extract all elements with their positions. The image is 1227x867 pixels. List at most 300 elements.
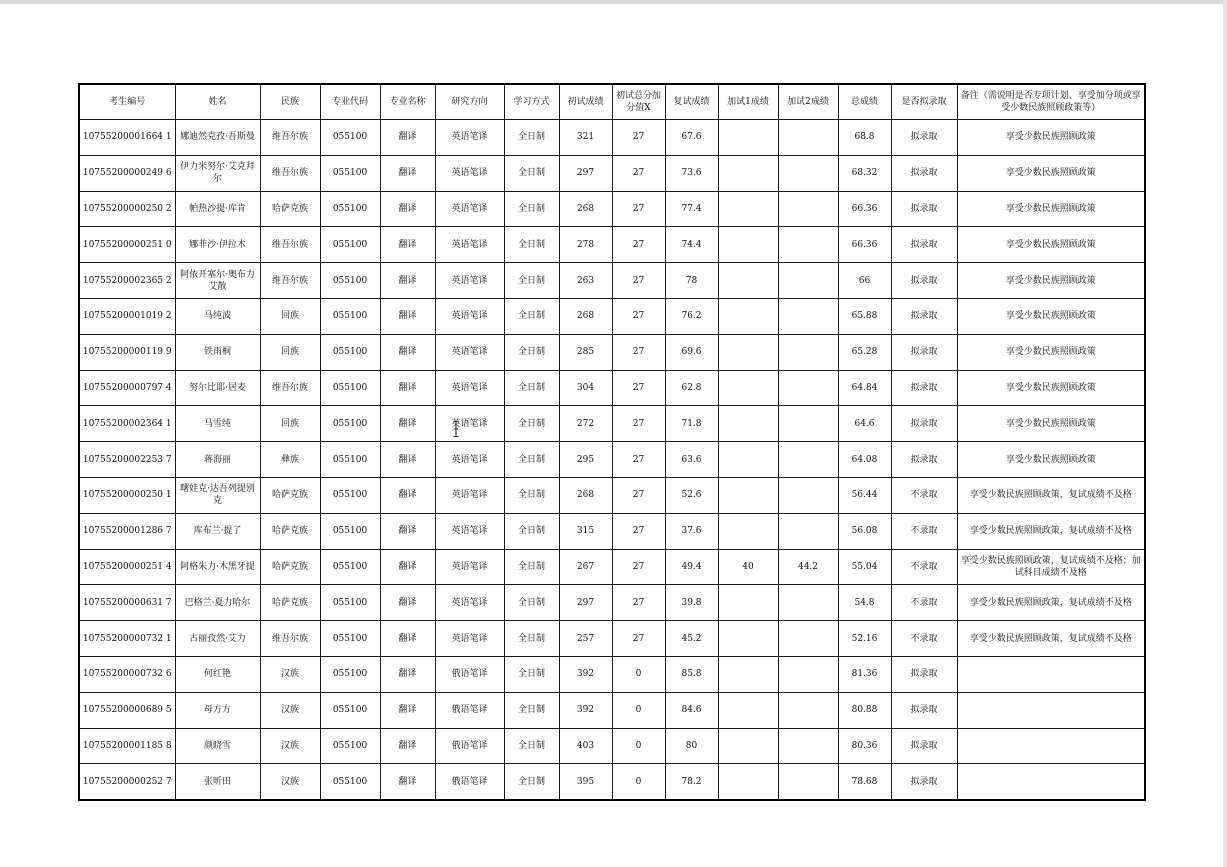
- column-header: 姓名: [175, 84, 260, 120]
- table-cell: 哈萨克族: [260, 549, 320, 585]
- table-cell: 全日制: [504, 370, 559, 406]
- table-cell: 055100: [320, 692, 380, 728]
- table-row: [79, 728, 1145, 764]
- table-cell: 66.36: [838, 227, 891, 263]
- table-cell: [778, 656, 838, 692]
- table-cell: 翻译: [380, 120, 435, 156]
- column-header: 加试2成绩: [778, 84, 838, 120]
- table-cell: 27: [612, 585, 665, 621]
- table-cell: 64.08: [838, 442, 891, 478]
- table-cell: [718, 692, 778, 728]
- table-cell: [718, 656, 778, 692]
- table-cell: 拟录取: [891, 334, 957, 370]
- table-cell: 哈萨克族: [260, 191, 320, 227]
- table-cell: 全日制: [504, 298, 559, 334]
- table-cell: 77.4: [665, 191, 718, 227]
- table-cell: 娜菲沙·伊拉木: [175, 227, 260, 263]
- table-row: [79, 227, 1145, 263]
- table-row: [79, 263, 1145, 299]
- table-cell: 66.36: [838, 191, 891, 227]
- table-cell: 翻译: [380, 549, 435, 585]
- table-cell: 享受少数民族照顾政策，复试成绩不及格: [957, 585, 1145, 621]
- table-cell: 俄语笔译: [435, 764, 504, 800]
- table-cell: 304: [559, 370, 612, 406]
- table-cell: 翻译: [380, 764, 435, 800]
- table-cell: 维吾尔族: [260, 370, 320, 406]
- table-cell: 英语笔译: [435, 621, 504, 657]
- table-cell: 英语笔译: [435, 442, 504, 478]
- table-cell: 全日制: [504, 120, 559, 156]
- table-cell: 英语笔译: [435, 549, 504, 585]
- table-cell: 10755200000252 7: [79, 764, 175, 800]
- table-cell: [718, 370, 778, 406]
- table-cell: [778, 764, 838, 800]
- table-cell: [718, 120, 778, 156]
- table-cell: 10755200000250 1: [79, 477, 175, 513]
- table-cell: 10755200001664 1: [79, 120, 175, 156]
- table-cell: 392: [559, 692, 612, 728]
- column-header: 专业代码: [320, 84, 380, 120]
- table-cell: [718, 513, 778, 549]
- table-cell: 80.36: [838, 728, 891, 764]
- table-cell: 055100: [320, 728, 380, 764]
- table-cell: 翻译: [380, 263, 435, 299]
- table-cell: 257: [559, 621, 612, 657]
- table-cell: 维吾尔族: [260, 263, 320, 299]
- table-row: [79, 764, 1145, 800]
- table-cell: 297: [559, 585, 612, 621]
- table-cell: 全日制: [504, 513, 559, 549]
- table-cell: 拟录取: [891, 227, 957, 263]
- table-cell: 颜晓雪: [175, 728, 260, 764]
- table-cell: 27: [612, 513, 665, 549]
- table-cell: 37.6: [665, 513, 718, 549]
- table-cell: 英语笔译: [435, 370, 504, 406]
- table-cell: 64.6: [838, 406, 891, 442]
- table-cell: 10755200002364 1: [79, 406, 175, 442]
- table-cell: 65.28: [838, 334, 891, 370]
- table-cell: 54.8: [838, 585, 891, 621]
- table-cell: 55.04: [838, 549, 891, 585]
- table-cell: 27: [612, 298, 665, 334]
- table-cell: 享受少数民族照顾政策: [957, 406, 1145, 442]
- table-cell: [778, 120, 838, 156]
- table-cell: [718, 155, 778, 191]
- table-cell: [718, 728, 778, 764]
- table-cell: 10755200002365 2: [79, 263, 175, 299]
- table-cell: 68.8: [838, 120, 891, 156]
- table-cell: 27: [612, 263, 665, 299]
- table-cell: 翻译: [380, 227, 435, 263]
- table-cell: 阿格朱力·木黑牙提: [175, 549, 260, 585]
- table-cell: 278: [559, 227, 612, 263]
- table-cell: 27: [612, 477, 665, 513]
- table-cell: 全日制: [504, 692, 559, 728]
- table-cell: [957, 692, 1145, 728]
- table-cell: 翻译: [380, 406, 435, 442]
- table-cell: 268: [559, 191, 612, 227]
- table-cell: 英语笔译: [435, 406, 504, 442]
- table-cell: 69.6: [665, 334, 718, 370]
- table-cell: 321: [559, 120, 612, 156]
- table-cell: 哈萨克族: [260, 585, 320, 621]
- table-cell: 翻译: [380, 513, 435, 549]
- table-cell: 英语笔译: [435, 477, 504, 513]
- table-cell: [778, 442, 838, 478]
- table-cell: 055100: [320, 549, 380, 585]
- table-cell: 全日制: [504, 728, 559, 764]
- table-cell: 全日制: [504, 406, 559, 442]
- table-cell: 055100: [320, 334, 380, 370]
- table-cell: 10755200000797 4: [79, 370, 175, 406]
- table-cell: 315: [559, 513, 612, 549]
- table-cell: 母方方: [175, 692, 260, 728]
- table-cell: 全日制: [504, 585, 559, 621]
- table-cell: 27: [612, 334, 665, 370]
- table-row: [79, 585, 1145, 621]
- table-cell: 英语笔译: [435, 263, 504, 299]
- table-cell: [718, 585, 778, 621]
- table-cell: 全日制: [504, 155, 559, 191]
- table-cell: [778, 227, 838, 263]
- table-cell: 268: [559, 298, 612, 334]
- table-cell: 马纯波: [175, 298, 260, 334]
- table-cell: [718, 406, 778, 442]
- table-cell: 汉族: [260, 728, 320, 764]
- column-header: 备注（需说明是否专项计划、享受加分项或享受少数民族照顾政策等）: [957, 84, 1145, 120]
- table-cell: 拟录取: [891, 120, 957, 156]
- table-cell: [957, 656, 1145, 692]
- table-cell: 81.36: [838, 656, 891, 692]
- table-cell: 055100: [320, 477, 380, 513]
- column-header: 研究方向: [435, 84, 504, 120]
- table-row: [79, 370, 1145, 406]
- table-cell: 英语笔译: [435, 155, 504, 191]
- table-cell: [718, 621, 778, 657]
- table-row: [79, 692, 1145, 728]
- table-cell: 78.2: [665, 764, 718, 800]
- table-row: [79, 191, 1145, 227]
- table-cell: 76.2: [665, 298, 718, 334]
- table-cell: [718, 764, 778, 800]
- table-cell: 英语笔译: [435, 227, 504, 263]
- table-cell: 维吾尔族: [260, 120, 320, 156]
- table-cell: 回族: [260, 334, 320, 370]
- table-cell: 0: [612, 764, 665, 800]
- table-row: [79, 549, 1145, 585]
- table-cell: 维吾尔族: [260, 227, 320, 263]
- table-cell: 80: [665, 728, 718, 764]
- table-cell: 71.8: [665, 406, 718, 442]
- table-cell: 055100: [320, 764, 380, 800]
- table-cell: 翻译: [380, 656, 435, 692]
- table-cell: 全日制: [504, 227, 559, 263]
- table-cell: 俄语笔译: [435, 656, 504, 692]
- table-row: [79, 477, 1145, 513]
- table-cell: 10755200000251 0: [79, 227, 175, 263]
- table-cell: 49.4: [665, 549, 718, 585]
- table-cell: 不录取: [891, 621, 957, 657]
- table-cell: [778, 513, 838, 549]
- column-header: 考生编号: [79, 84, 175, 120]
- table-cell: 055100: [320, 298, 380, 334]
- table-cell: 拟录取: [891, 728, 957, 764]
- table-cell: 英语笔译: [435, 298, 504, 334]
- table-cell: [778, 155, 838, 191]
- column-header: 学习方式: [504, 84, 559, 120]
- column-header: 是否拟录取: [891, 84, 957, 120]
- table-cell: 享受少数民族照顾政策: [957, 227, 1145, 263]
- table-cell: [778, 298, 838, 334]
- table-cell: 不录取: [891, 477, 957, 513]
- table-cell: 27: [612, 227, 665, 263]
- table-cell: 享受少数民族照顾政策: [957, 370, 1145, 406]
- table-cell: 63.6: [665, 442, 718, 478]
- table-cell: 英语笔译: [435, 120, 504, 156]
- table-cell: 64.84: [838, 370, 891, 406]
- table-cell: 74.4: [665, 227, 718, 263]
- table-row: [79, 656, 1145, 692]
- table-cell: 全日制: [504, 334, 559, 370]
- table-cell: 全日制: [504, 621, 559, 657]
- table-cell: 10755200000689 5: [79, 692, 175, 728]
- table-cell: [778, 334, 838, 370]
- table-cell: 翻译: [380, 692, 435, 728]
- column-header: 初试总分加分值X: [612, 84, 665, 120]
- table-cell: 10755200000631 7: [79, 585, 175, 621]
- table-cell: 27: [612, 155, 665, 191]
- table-cell: 英语笔译: [435, 585, 504, 621]
- table-cell: 27: [612, 549, 665, 585]
- table-cell: 27: [612, 370, 665, 406]
- table-cell: 拟录取: [891, 656, 957, 692]
- table-cell: 403: [559, 728, 612, 764]
- table-cell: 27: [612, 442, 665, 478]
- table-cell: 翻译: [380, 298, 435, 334]
- table-cell: [778, 585, 838, 621]
- table-cell: 全日制: [504, 442, 559, 478]
- table-cell: 维吾尔族: [260, 621, 320, 657]
- table-cell: 0: [612, 692, 665, 728]
- table-cell: 享受少数民族照顾政策，复试成绩不及格: [957, 621, 1145, 657]
- table-cell: 拟录取: [891, 370, 957, 406]
- table-cell: [718, 298, 778, 334]
- table-cell: 享受少数民族照顾政策: [957, 263, 1145, 299]
- table-cell: 阿依开塞尔·奥布力艾散: [175, 263, 260, 299]
- table-cell: 英语笔译: [435, 191, 504, 227]
- viewer-top-edge: [0, 0, 1227, 4]
- table-cell: 翻译: [380, 155, 435, 191]
- table-cell: 汉族: [260, 692, 320, 728]
- table-cell: 享受少数民族照顾政策，复试成绩不及格；加试科目成绩不及格: [957, 549, 1145, 585]
- table-cell: 享受少数民族照顾政策: [957, 334, 1145, 370]
- table-cell: 曙娃克·达吾列提别克: [175, 477, 260, 513]
- table-cell: 27: [612, 120, 665, 156]
- table-cell: 全日制: [504, 191, 559, 227]
- table-cell: [778, 263, 838, 299]
- table-cell: 055100: [320, 191, 380, 227]
- table-cell: [718, 227, 778, 263]
- table-cell: 27: [612, 621, 665, 657]
- table-cell: [778, 370, 838, 406]
- column-header: 民族: [260, 84, 320, 120]
- table-cell: 78: [665, 263, 718, 299]
- table-cell: 努尔比耶·居麦: [175, 370, 260, 406]
- table-cell: 英语笔译: [435, 334, 504, 370]
- table-row: [79, 442, 1145, 478]
- table-cell: 翻译: [380, 334, 435, 370]
- table-cell: 10755200001019 2: [79, 298, 175, 334]
- table-cell: 全日制: [504, 764, 559, 800]
- table-cell: 俄语笔译: [435, 692, 504, 728]
- table-cell: 古丽孜然·艾力: [175, 621, 260, 657]
- table-cell: 52.16: [838, 621, 891, 657]
- table-cell: 拟录取: [891, 298, 957, 334]
- table-cell: 英语笔译: [435, 513, 504, 549]
- table-cell: 娜迪然克孜·吾斯曼: [175, 120, 260, 156]
- table-cell: 44.2: [778, 549, 838, 585]
- table-cell: 回族: [260, 406, 320, 442]
- table-cell: 马雪纯: [175, 406, 260, 442]
- table-cell: 055100: [320, 513, 380, 549]
- table-cell: 库布兰·提了: [175, 513, 260, 549]
- table-cell: 拟录取: [891, 442, 957, 478]
- table-cell: 拟录取: [891, 692, 957, 728]
- table-row: [79, 298, 1145, 334]
- table-cell: 翻译: [380, 621, 435, 657]
- table-cell: 395: [559, 764, 612, 800]
- table-cell: [718, 477, 778, 513]
- table-cell: 伊力米努尔·艾克拜尔: [175, 155, 260, 191]
- table-cell: 全日制: [504, 263, 559, 299]
- table-cell: 10755200000732 6: [79, 656, 175, 692]
- table-row: [79, 334, 1145, 370]
- table-cell: 拟录取: [891, 155, 957, 191]
- table-cell: 268: [559, 477, 612, 513]
- table-cell: 享受少数民族照顾政策: [957, 298, 1145, 334]
- table-cell: 263: [559, 263, 612, 299]
- text-cursor-icon: [453, 421, 459, 437]
- table-cell: 何红艳: [175, 656, 260, 692]
- table-cell: 45.2: [665, 621, 718, 657]
- table-cell: 不录取: [891, 513, 957, 549]
- table-cell: [778, 191, 838, 227]
- table-row: [79, 406, 1145, 442]
- table-cell: 40: [718, 549, 778, 585]
- table-cell: 27: [612, 406, 665, 442]
- table-row: [79, 120, 1145, 156]
- table-cell: 拟录取: [891, 191, 957, 227]
- table-cell: 10755200001286 7: [79, 513, 175, 549]
- table-cell: 392: [559, 656, 612, 692]
- table-cell: 297: [559, 155, 612, 191]
- table-cell: 翻译: [380, 728, 435, 764]
- table-cell: 享受少数民族照顾政策: [957, 120, 1145, 156]
- table-cell: [718, 442, 778, 478]
- viewer-scrollbar[interactable]: [1223, 0, 1227, 867]
- table-cell: 10755200000251 4: [79, 549, 175, 585]
- table-cell: 10755200001185 8: [79, 728, 175, 764]
- table-cell: 汉族: [260, 656, 320, 692]
- column-header: 初试成绩: [559, 84, 612, 120]
- table-header-row: [79, 84, 1145, 120]
- table-cell: 055100: [320, 370, 380, 406]
- table-row: [79, 513, 1145, 549]
- table-cell: 10755200000249 6: [79, 155, 175, 191]
- table-cell: 不录取: [891, 585, 957, 621]
- table-cell: 0: [612, 728, 665, 764]
- column-header: 总成绩: [838, 84, 891, 120]
- table-cell: 055100: [320, 263, 380, 299]
- table-cell: 不录取: [891, 549, 957, 585]
- table-cell: 0: [612, 656, 665, 692]
- table-cell: [778, 406, 838, 442]
- table-row: [79, 155, 1145, 191]
- table-cell: 10755200002253 7: [79, 442, 175, 478]
- admission-table: [78, 83, 1146, 801]
- table-cell: 68.32: [838, 155, 891, 191]
- table-cell: 彝族: [260, 442, 320, 478]
- table-cell: 10755200000119 9: [79, 334, 175, 370]
- table-cell: 巴格兰·夏力哈尔: [175, 585, 260, 621]
- table-cell: 翻译: [380, 370, 435, 406]
- column-header: 加试1成绩: [718, 84, 778, 120]
- table-cell: 10755200000250 2: [79, 191, 175, 227]
- table-cell: 全日制: [504, 549, 559, 585]
- table-cell: 65.88: [838, 298, 891, 334]
- table-cell: 全日制: [504, 477, 559, 513]
- table-cell: 055100: [320, 227, 380, 263]
- column-header: 复试成绩: [665, 84, 718, 120]
- table-cell: 帕热沙提·库肯: [175, 191, 260, 227]
- table-cell: 295: [559, 442, 612, 478]
- table-cell: 055100: [320, 621, 380, 657]
- table-cell: 055100: [320, 656, 380, 692]
- table-cell: 全日制: [504, 656, 559, 692]
- table-cell: 055100: [320, 442, 380, 478]
- table-cell: [718, 263, 778, 299]
- table-cell: 拟录取: [891, 263, 957, 299]
- table-cell: [778, 728, 838, 764]
- table-cell: 翻译: [380, 585, 435, 621]
- table-cell: 67.6: [665, 120, 718, 156]
- table-cell: 285: [559, 334, 612, 370]
- table-cell: 翻译: [380, 191, 435, 227]
- table-cell: 56.08: [838, 513, 891, 549]
- table-cell: 哈萨克族: [260, 513, 320, 549]
- table-cell: 055100: [320, 406, 380, 442]
- table-cell: 267: [559, 549, 612, 585]
- table-row: [79, 621, 1145, 657]
- table-cell: 80.88: [838, 692, 891, 728]
- table-cell: [778, 692, 838, 728]
- table-cell: 维吾尔族: [260, 155, 320, 191]
- table-cell: 85.8: [665, 656, 718, 692]
- table-cell: [957, 728, 1145, 764]
- column-header: 专业名称: [380, 84, 435, 120]
- table-cell: 哈萨克族: [260, 477, 320, 513]
- table-cell: 蒋海丽: [175, 442, 260, 478]
- table-cell: [718, 191, 778, 227]
- table-cell: 66: [838, 263, 891, 299]
- table-cell: 272: [559, 406, 612, 442]
- table-cell: 52.6: [665, 477, 718, 513]
- table-cell: 56.44: [838, 477, 891, 513]
- table-cell: 拟录取: [891, 406, 957, 442]
- table-cell: 055100: [320, 120, 380, 156]
- table-cell: 27: [612, 191, 665, 227]
- table-cell: 84.6: [665, 692, 718, 728]
